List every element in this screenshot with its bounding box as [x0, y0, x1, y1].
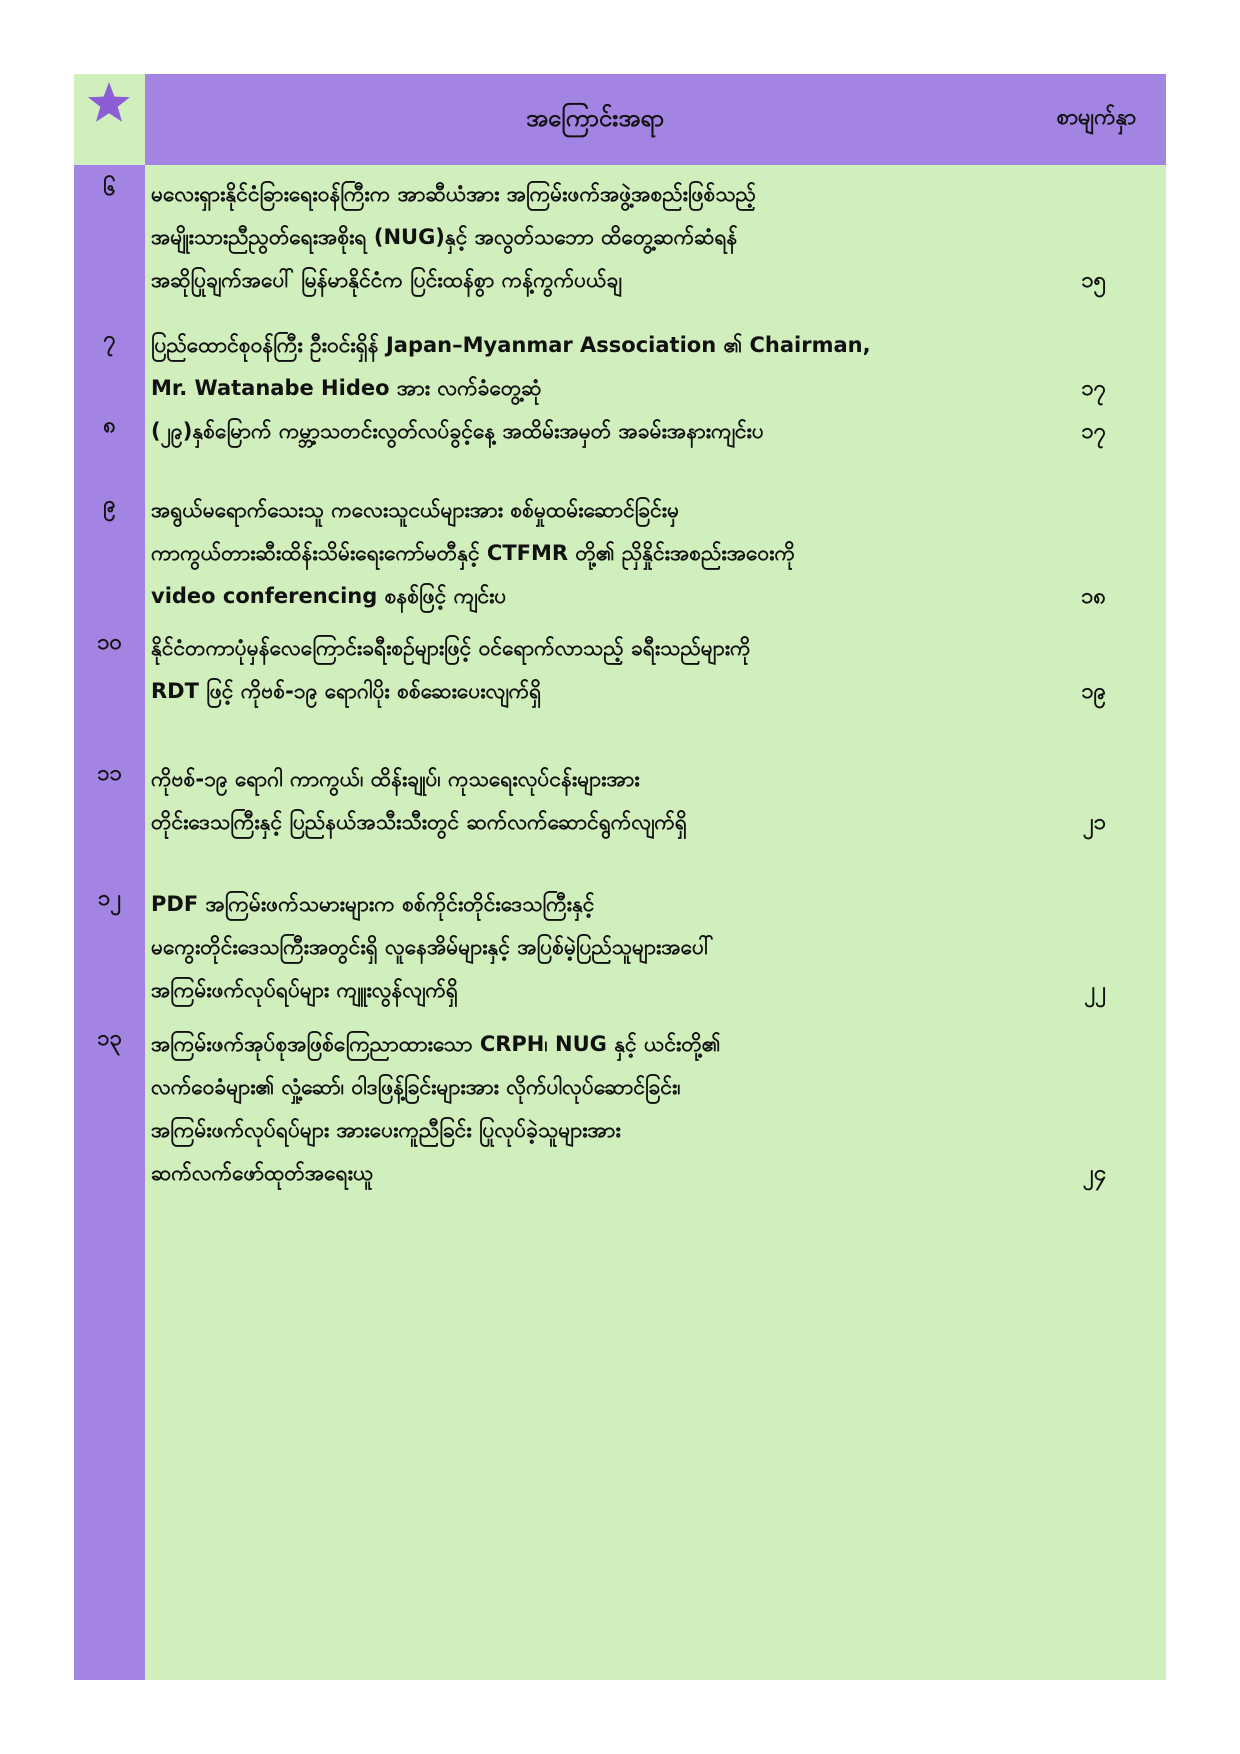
entry-title-line: video conferencing စနစ်ဖြင့် ကျင်းပ [151, 584, 507, 608]
header-bar [145, 74, 1166, 165]
entry-page-number: ၁၇ [1081, 376, 1106, 401]
entry-title-line: Mr. Watanabe Hideo အား လက်ခံတွေ့ဆုံ [151, 376, 542, 400]
entry-title-line: မလေးရှားနိုင်ငံခြားရေးဝန်ကြီးက အာဆီယံအား အကြမ်းဖက်အဖွဲ့အစည်းဖြစ်သည့် [151, 182, 756, 206]
entry-title-line: တိုင်းဒေသကြီးနှင့် ပြည်နယ်အသီးသီးတွင် ဆက်လက်ဆောင်ရွက်လျက်ရှိ [151, 810, 687, 834]
entry-title-line: (၂၉)နှစ်မြောက် ကမ္ဘာ့သတင်းလွတ်လပ်ခွင့်နေ့ အထိမ်းအမှတ် အခမ်းအနားကျင်းပ [151, 419, 764, 443]
entry-number: ၈ [103, 413, 116, 438]
entry-title-line: အကြမ်းဖက်လုပ်ရပ်များ အားပေးကူညီခြင်း ပြုလုပ်ခဲ့သူများအား [151, 1118, 621, 1142]
entry-page-number: ၁၉ [1081, 679, 1106, 704]
entry-number: ၁၂ [97, 886, 122, 911]
entry-title [151, 324, 1011, 410]
entry-title-line: အကြမ်းဖက်အုပ်စုအဖြစ်ကြေညာထားသော CRPH၊ NUG နှင့် ယင်းတို့၏ [151, 1032, 721, 1056]
entry-title-line: မကွေးတိုင်းဒေသကြီးအတွင်းရှိ လူနေအိမ်များနှင့် အပြစ်မဲ့ပြည်သူများအပေါ် [151, 935, 714, 959]
entry-title-line: နိုင်ငံတကာပုံမှန်လေကြောင်းခရီးစဉ်များဖြင့် ဝင်ရောက်လာသည့် ခရီးသည်များကို [151, 636, 751, 660]
entry-page-number: ၁၇ [1081, 419, 1106, 444]
entry-title-line: ဆက်လက်ဖော်ထုတ်အရေးယူ [151, 1161, 374, 1185]
entry-title-line: ကာကွယ်တားဆီးထိန်းသိမ်းရေးကော်မတီနှင့် CTFMR တို့၏ ညှိနှိုင်းအစည်းအဝေးကို [151, 541, 796, 565]
entry-title [151, 410, 1011, 453]
entry-page-number: ၂၁ [1082, 810, 1106, 835]
entry-page-number: ၁၅ [1081, 268, 1106, 293]
entry-title [151, 883, 1011, 1012]
entry-title [151, 1023, 1011, 1195]
entry-title-line: ပြည်ထောင်စုဝန်ကြီး ဦးဝင်းရှိန် Japan–Myanmar Association ၏ Chairman, [151, 333, 871, 357]
entry-title-line: အကြမ်းဖက်လုပ်ရပ်များ ကျူးလွန်လျက်ရှိ [151, 978, 458, 1002]
entry-title-line: အမျိုးသားညီညွတ်ရေးအစိုးရ (NUG)နှင့် အလွတ်သဘော ထိတွေ့ဆက်ဆံရန် [151, 225, 738, 249]
entry-title [151, 173, 1011, 302]
entry-number: ၁၃ [97, 1026, 122, 1051]
entry-title-line: RDT ဖြင့် ကိုဗစ်-၁၉ ရောဂါပိုး စစ်ဆေးပေးလျက်ရှိ [151, 679, 542, 703]
entry-title-line: အဆိုပြုချက်အပေါ် မြန်မာနိုင်ငံက ပြင်းထန်စွာ ကန့်ကွက်ပယ်ချ [151, 268, 622, 292]
entry-title [151, 758, 1011, 844]
entry-title [151, 627, 1011, 713]
header-page-column: စာမျက်နှာ [1056, 105, 1136, 130]
entry-number: ၆ [103, 176, 116, 201]
entry-number: ၇ [103, 327, 116, 352]
entry-number: ၁၁ [97, 761, 122, 786]
entry-title-line: PDF အကြမ်းဖက်သမားများက စစ်ကိုင်းတိုင်းဒေသကြီးနှင့် [151, 892, 595, 916]
entry-number: ၁၀ [97, 630, 122, 655]
table-of-contents [74, 74, 1166, 1680]
star-cell [74, 74, 145, 165]
entry-number: ၉ [103, 492, 116, 517]
header-title: အကြောင်းအရာ [526, 104, 664, 132]
entry-title [151, 489, 1011, 618]
entry-title-line: အရွယ်မရောက်သေးသူ ကလေးသူငယ်များအား စစ်မှုထမ်းဆောင်ခြင်းမှ [151, 498, 680, 522]
entry-page-number: ၂၂ [1084, 978, 1106, 1003]
entry-page-number: ၁၈ [1081, 584, 1106, 609]
entry-page-number: ၂၄ [1082, 1161, 1106, 1186]
side-strip [74, 74, 145, 1680]
entry-title-line: ကိုဗစ်-၁၉ ရောဂါ ကာကွယ်၊ ထိန်းချုပ်၊ ကုသရေးလုပ်ငန်းများအား [151, 767, 640, 791]
star-icon [86, 80, 132, 126]
entry-title-line: လက်ဝေခံများ၏ လှုံ့ဆော်၊ ဝါဒဖြန့်ခြင်းများအား လိုက်ပါလုပ်ဆောင်ခြင်း၊ [151, 1075, 681, 1099]
